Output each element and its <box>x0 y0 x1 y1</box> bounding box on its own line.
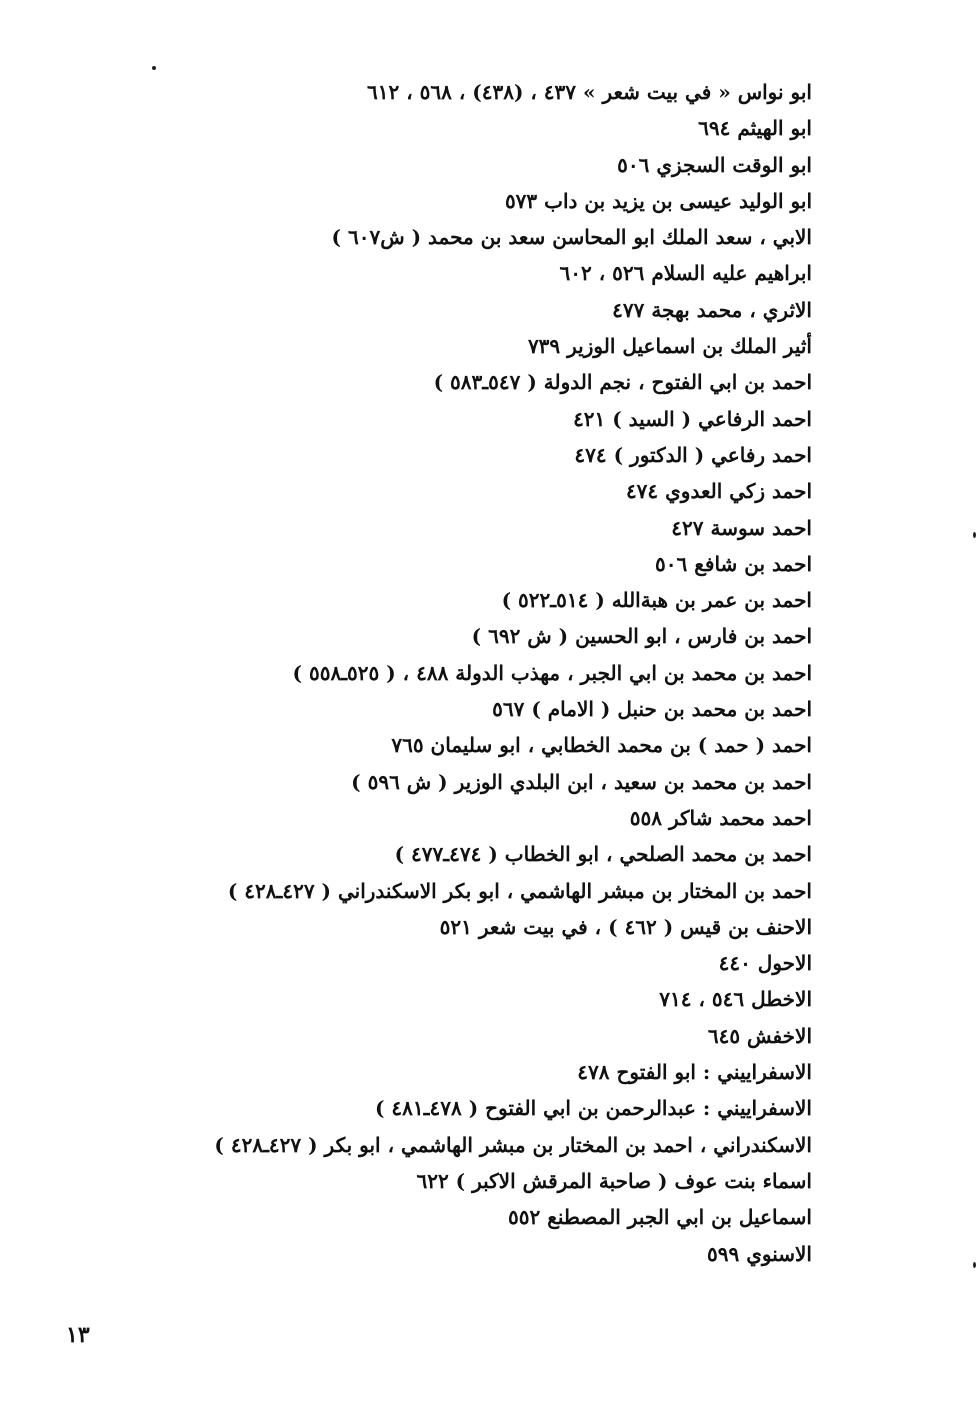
index-entry: احمد سوسة ٤٢٧ <box>671 515 812 540</box>
index-entry: الاسفراييني : عبدالرحمن بن ابي الفتوح ( ٤٧٨ـ٤٨١ ) <box>374 1096 812 1121</box>
index-entry: الاسفراييني : ابو الفتوح ٤٧٨ <box>577 1060 812 1085</box>
index-entry: الاحنف بن قيس ( ٤٦٢ ) ، في بيت شعر ٥٢١ <box>439 914 812 939</box>
index-entry: احمد بن المختار بن مبشر الهاشمي ، ابو بكر الاسكندراني ( ٤٢٧ـ٤٢٨ ) <box>227 878 812 903</box>
index-entry: احمد بن محمد بن ابي الجبر ، مهذب الدولة ٤٨٨ ، ( ٥٢٥ـ٥٥٨ ) <box>292 660 812 685</box>
index-entry: احمد محمد شاكر ٥٥٨ <box>629 805 812 830</box>
index-entry: احمد بن محمد الصلحي ، ابو الخطاب ( ٤٧٤ـ٤٧٧ ) <box>394 842 812 867</box>
index-entry: ابو الوقت السجزي ٥٠٦ <box>617 152 812 177</box>
index-entry: ابو الوليد عيسى بن يزيد بن داب ٥٧٣ <box>504 188 812 213</box>
index-entry: احمد بن عمر بن هبةالله ( ٥١٤ـ٥٢٢ ) <box>501 588 812 613</box>
index-entry: الاسكندراني ، احمد بن المختار بن مبشر الهاشمي ، ابو بكر ( ٤٢٧ـ٤٢٨ ) <box>214 1132 812 1157</box>
index-entry: احمد بن ابي الفتوح ، نجم الدولة ( ٥٤٧ـ٥٨٣ ) <box>433 370 812 395</box>
index-entry-list <box>92 74 812 1272</box>
index-entry: اسماعيل بن ابي الجبر المصطنع ٥٥٢ <box>508 1205 812 1230</box>
page-number: ١٣ <box>66 1322 90 1348</box>
index-entry: احمد زكي العدوي ٤٧٤ <box>625 479 812 504</box>
index-entry: الاحول ٤٤٠ <box>718 951 812 976</box>
index-entry: الاخفش ٦٤٥ <box>707 1023 812 1048</box>
index-entry: ابو الهيثم ٦٩٤ <box>698 116 812 141</box>
index-entry: احمد الرفاعي ( السيد ) ٤٢١ <box>573 406 812 431</box>
index-entry: احمد بن محمد بن سعيد ، ابن البلدي الوزير ( ش ٥٩٦ ) <box>351 769 812 794</box>
index-entry: احمد بن محمد بن حنبل ( الامام ) ٥٦٧ <box>492 697 812 722</box>
index-entry: ابو نواس « في بيت شعر » ٤٣٧ ، (٤٣٨) ، ٥٦٨ ، ٦١٢ <box>367 80 812 104</box>
index-entry: اسماء بنت عوف ( صاحبة المرقش الاكبر ) ٦٢٢ <box>416 1168 812 1193</box>
print-speck <box>973 1262 976 1268</box>
index-entry: احمد بن شافع ٥٠٦ <box>655 551 812 576</box>
print-speck <box>152 66 156 70</box>
index-entry: الاسنوي ٥٩٩ <box>707 1241 812 1266</box>
index-entry: الابي ، سعد الملك ابو المحاسن سعد بن محمد ( ش٦٠٧ ) <box>331 225 812 250</box>
index-entry: احمد بن فارس ، ابو الحسين ( ش ٦٩٢ ) <box>471 624 812 649</box>
index-entry: أثير الملك بن اسماعيل الوزير ٧٣٩ <box>527 334 812 359</box>
print-speck <box>973 532 976 538</box>
index-entry: الاخطل ٥٤٦ ، ٧١٤ <box>659 987 812 1012</box>
index-entry: ابراهيم عليه السلام ٥٢٦ ، ٦٠٢ <box>559 261 812 286</box>
index-entry: احمد ( حمد ) بن محمد الخطابي ، ابو سليمان ٧٦٥ <box>391 733 812 758</box>
index-entry: احمد رفاعي ( الدكتور ) ٤٧٤ <box>574 442 812 467</box>
index-entry: الاثري ، محمد بهجة ٤٧٧ <box>612 297 812 322</box>
